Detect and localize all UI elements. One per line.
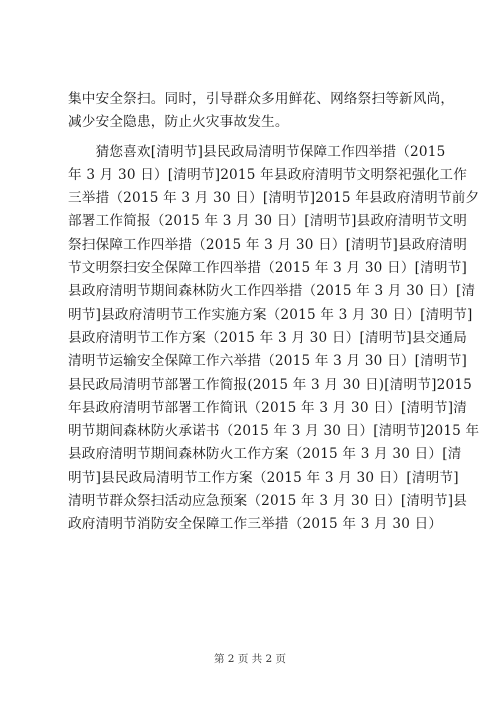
- text-line: 部署工作简报（2015 年 3 月 30 日）[清明节]县政府清明节文明: [68, 213, 468, 230]
- text-line: 明节期间森林防火承诺书（2015 年 3 月 30 日）[清明节]2015 年: [68, 423, 480, 440]
- text-line: 政府清明节消防安全保障工作三举措（2015 年 3 月 30 日）: [68, 516, 443, 533]
- text-line: 祭扫保障工作四举措（2015 年 3 月 30 日）[清明节]县政府清明: [68, 236, 468, 253]
- page-number-footer: 第 2 页 共 2 页: [213, 653, 287, 665]
- text-line: 集中安全祭扫。同时，引导群众多用鲜花、网络祭扫等新风尚，: [68, 91, 455, 107]
- text-line: 猜您喜欢[清明节]县民政局清明节保障工作四举措（2015: [68, 143, 446, 160]
- text-line: 县政府清明节期间森林防火工作四举措（2015 年 3 月 30 日）[清: [68, 283, 476, 300]
- text-line: 清明节运输安全保障工作六举措（2015 年 3 月 30 日）[清明节]: [68, 353, 468, 370]
- text-line: 年县政府清明节部署工作简讯（2015 年 3 月 30 日）[清明节]清: [68, 399, 468, 416]
- text-line: 年 3 月 30 日）[清明节]2015 年县政府清明节文明祭祀强化工作: [68, 166, 468, 183]
- paragraph-related-articles: [68, 141, 480, 537]
- text-line: 县政府清明节工作方案（2015 年 3 月 30 日）[清明节]县交通局: [68, 329, 468, 346]
- text-line: 明节]县民政局清明节工作方案（2015 年 3 月 30 日）[清明节]: [68, 469, 459, 486]
- text-line: 明节]县政府清明节工作实施方案（2015 年 3 月 30 日）[清明节]: [68, 306, 473, 323]
- text-line: 县政府清明节期间森林防火工作方案（2015 年 3 月 30 日）[清: [68, 446, 462, 463]
- text-line: 县民政局清明节部署工作简报(2015 年 3 月 30 日)[清明节]2015: [68, 376, 473, 393]
- text-line: 节文明祭扫安全保障工作四举措（2015 年 3 月 30 日）[清明节]: [68, 260, 468, 277]
- text-line: 减少安全隐患，防止火灾事故发生。: [68, 114, 289, 131]
- paragraph-safety-note: [68, 88, 455, 135]
- text-line: 清明节群众祭扫活动应急预案（2015 年 3 月 30 日）[清明节]县: [68, 493, 468, 510]
- text-line: 三举措（2015 年 3 月 30 日）[清明节]2015 年县政府清明节前夕: [68, 190, 480, 207]
- document-body: [68, 88, 480, 537]
